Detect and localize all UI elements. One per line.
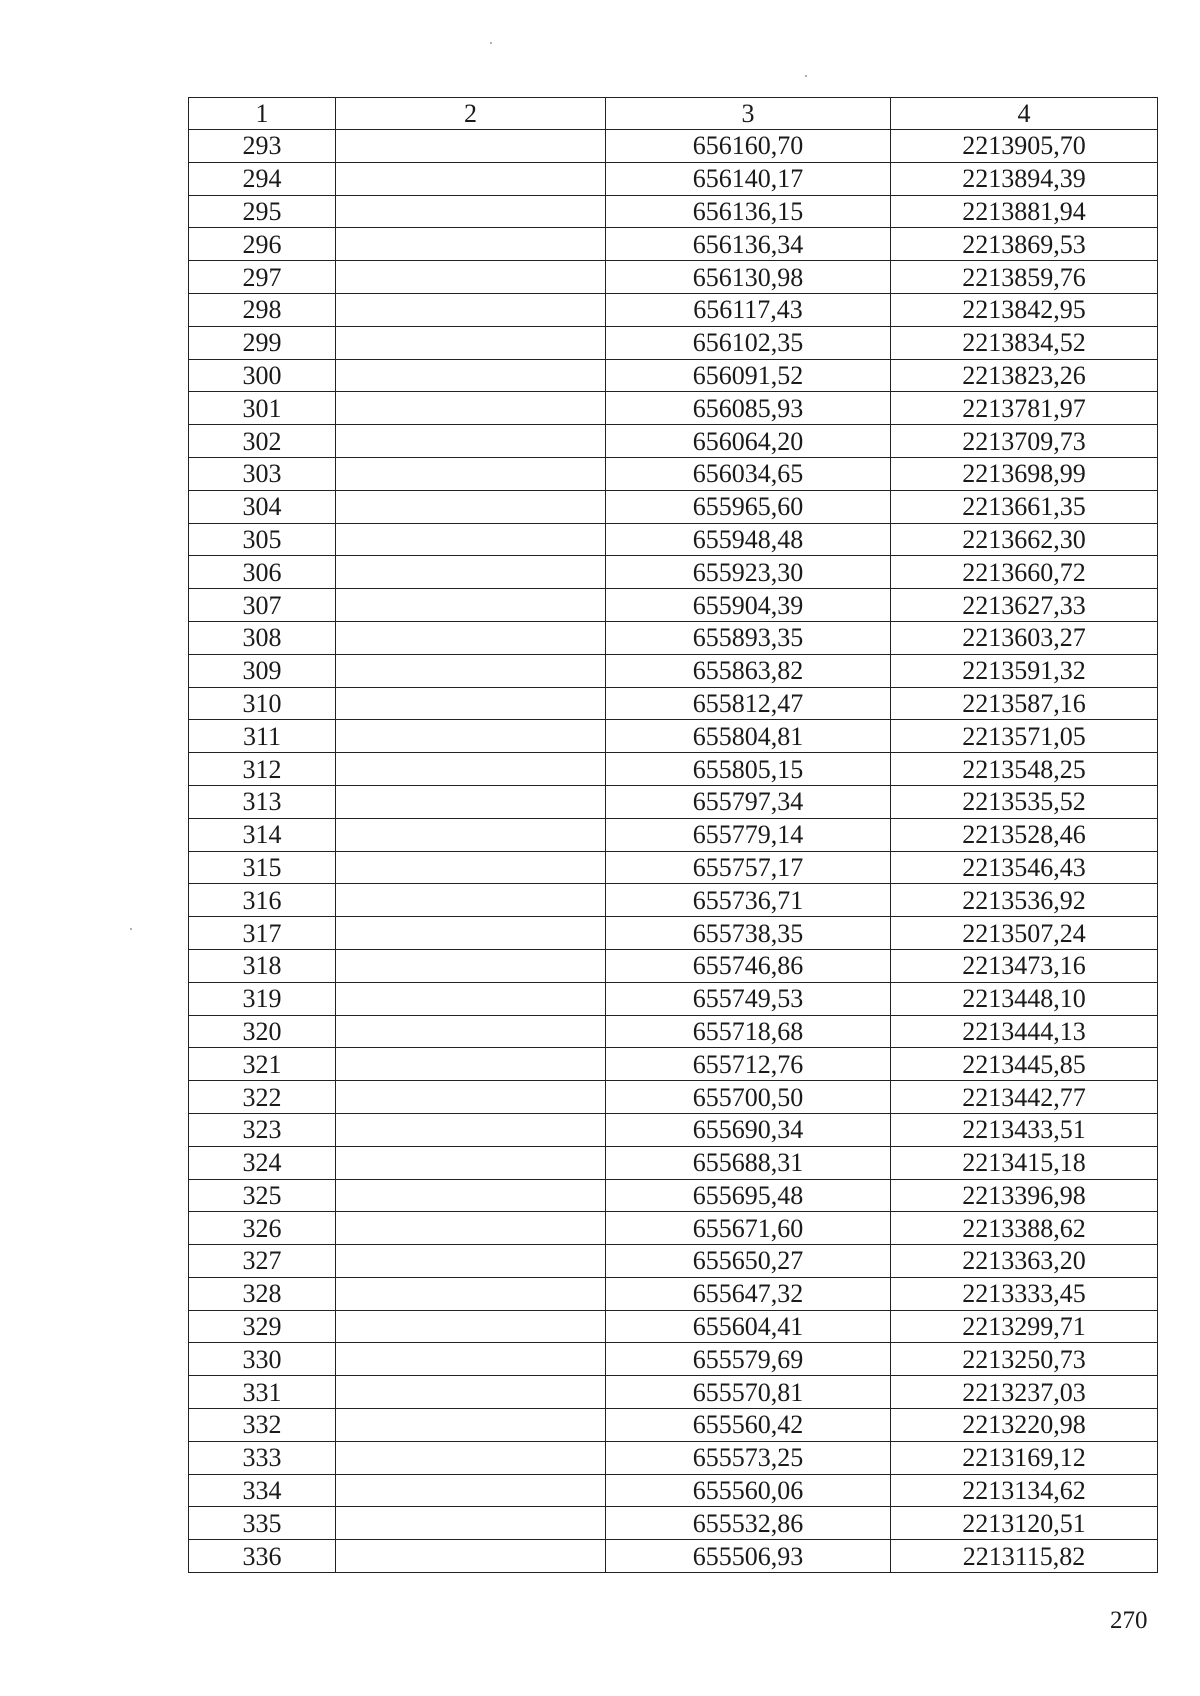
y-coordinate-cell: 2213444,13 bbox=[891, 1015, 1158, 1048]
y-coordinate-cell: 2213662,30 bbox=[891, 523, 1158, 556]
point-number-cell: 302 bbox=[189, 425, 336, 458]
table-row bbox=[189, 523, 1158, 556]
y-coordinate-cell: 2213894,39 bbox=[891, 162, 1158, 195]
y-coordinate-cell: 2213442,77 bbox=[891, 1081, 1158, 1114]
point-number-cell: 323 bbox=[189, 1113, 336, 1146]
name-cell bbox=[336, 162, 606, 195]
x-coordinate-cell: 655923,30 bbox=[606, 556, 891, 589]
point-number-cell: 329 bbox=[189, 1310, 336, 1343]
y-coordinate-cell: 2213536,92 bbox=[891, 884, 1158, 917]
x-coordinate-cell: 655738,35 bbox=[606, 917, 891, 950]
x-coordinate-cell: 655812,47 bbox=[606, 687, 891, 720]
point-number-cell: 301 bbox=[189, 392, 336, 425]
name-cell bbox=[336, 195, 606, 228]
table-row bbox=[189, 1507, 1158, 1540]
name-cell bbox=[336, 1376, 606, 1409]
name-cell bbox=[336, 654, 606, 687]
y-coordinate-cell: 2213905,70 bbox=[891, 130, 1158, 163]
table-body bbox=[189, 130, 1158, 1573]
point-number-cell: 321 bbox=[189, 1048, 336, 1081]
x-coordinate-cell: 656160,70 bbox=[606, 130, 891, 163]
x-coordinate-cell: 656064,20 bbox=[606, 425, 891, 458]
x-coordinate-cell: 655604,41 bbox=[606, 1310, 891, 1343]
y-coordinate-cell: 2213698,99 bbox=[891, 457, 1158, 490]
table-row bbox=[189, 720, 1158, 753]
name-cell bbox=[336, 293, 606, 326]
table-row bbox=[189, 1212, 1158, 1245]
y-coordinate-cell: 2213603,27 bbox=[891, 621, 1158, 654]
y-coordinate-cell: 2213627,33 bbox=[891, 589, 1158, 622]
point-number-cell: 326 bbox=[189, 1212, 336, 1245]
name-cell bbox=[336, 1277, 606, 1310]
point-number-cell: 314 bbox=[189, 818, 336, 851]
table-row bbox=[189, 753, 1158, 786]
x-coordinate-cell: 655647,32 bbox=[606, 1277, 891, 1310]
y-coordinate-cell: 2213363,20 bbox=[891, 1245, 1158, 1278]
table-row bbox=[189, 1113, 1158, 1146]
x-coordinate-cell: 655506,93 bbox=[606, 1540, 891, 1573]
name-cell bbox=[336, 556, 606, 589]
x-coordinate-cell: 655805,15 bbox=[606, 753, 891, 786]
y-coordinate-cell: 2213120,51 bbox=[891, 1507, 1158, 1540]
point-number-cell: 325 bbox=[189, 1179, 336, 1212]
table-row bbox=[189, 1310, 1158, 1343]
y-coordinate-cell: 2213661,35 bbox=[891, 490, 1158, 523]
point-number-cell: 293 bbox=[189, 130, 336, 163]
x-coordinate-cell: 655671,60 bbox=[606, 1212, 891, 1245]
y-coordinate-cell: 2213859,76 bbox=[891, 261, 1158, 294]
x-coordinate-cell: 656140,17 bbox=[606, 162, 891, 195]
name-cell bbox=[336, 1179, 606, 1212]
name-cell bbox=[336, 753, 606, 786]
name-cell bbox=[336, 392, 606, 425]
x-coordinate-cell: 656130,98 bbox=[606, 261, 891, 294]
name-cell bbox=[336, 1048, 606, 1081]
column-header-2: 2 bbox=[336, 98, 606, 130]
column-header-3: 3 bbox=[606, 98, 891, 130]
x-coordinate-cell: 655749,53 bbox=[606, 982, 891, 1015]
y-coordinate-cell: 2213115,82 bbox=[891, 1540, 1158, 1573]
y-coordinate-cell: 2213869,53 bbox=[891, 228, 1158, 261]
x-coordinate-cell: 656136,15 bbox=[606, 195, 891, 228]
table-row bbox=[189, 1048, 1158, 1081]
name-cell bbox=[336, 1310, 606, 1343]
point-number-cell: 318 bbox=[189, 949, 336, 982]
name-cell bbox=[336, 130, 606, 163]
table-row bbox=[189, 818, 1158, 851]
point-number-cell: 327 bbox=[189, 1245, 336, 1278]
table-row bbox=[189, 326, 1158, 359]
coordinates-table bbox=[188, 97, 1158, 1573]
point-number-cell: 333 bbox=[189, 1441, 336, 1474]
name-cell bbox=[336, 1212, 606, 1245]
table-row bbox=[189, 654, 1158, 687]
point-number-cell: 332 bbox=[189, 1409, 336, 1442]
y-coordinate-cell: 2213237,03 bbox=[891, 1376, 1158, 1409]
point-number-cell: 298 bbox=[189, 293, 336, 326]
y-coordinate-cell: 2213134,62 bbox=[891, 1474, 1158, 1507]
x-coordinate-cell: 655904,39 bbox=[606, 589, 891, 622]
y-coordinate-cell: 2213448,10 bbox=[891, 982, 1158, 1015]
x-coordinate-cell: 655863,82 bbox=[606, 654, 891, 687]
table-row bbox=[189, 261, 1158, 294]
point-number-cell: 306 bbox=[189, 556, 336, 589]
y-coordinate-cell: 2213507,24 bbox=[891, 917, 1158, 950]
table-row bbox=[189, 457, 1158, 490]
point-number-cell: 299 bbox=[189, 326, 336, 359]
name-cell bbox=[336, 1146, 606, 1179]
name-cell bbox=[336, 490, 606, 523]
x-coordinate-cell: 656091,52 bbox=[606, 359, 891, 392]
column-header-4: 4 bbox=[891, 98, 1158, 130]
point-number-cell: 317 bbox=[189, 917, 336, 950]
point-number-cell: 305 bbox=[189, 523, 336, 556]
point-number-cell: 294 bbox=[189, 162, 336, 195]
table-row bbox=[189, 687, 1158, 720]
point-number-cell: 335 bbox=[189, 1507, 336, 1540]
y-coordinate-cell: 2213396,98 bbox=[891, 1179, 1158, 1212]
x-coordinate-cell: 656102,35 bbox=[606, 326, 891, 359]
x-coordinate-cell: 655893,35 bbox=[606, 621, 891, 654]
x-coordinate-cell: 655757,17 bbox=[606, 851, 891, 884]
x-coordinate-cell: 655736,71 bbox=[606, 884, 891, 917]
x-coordinate-cell: 655579,69 bbox=[606, 1343, 891, 1376]
table-row bbox=[189, 425, 1158, 458]
table-row bbox=[189, 851, 1158, 884]
name-cell bbox=[336, 425, 606, 458]
name-cell bbox=[336, 1409, 606, 1442]
name-cell bbox=[336, 1245, 606, 1278]
point-number-cell: 331 bbox=[189, 1376, 336, 1409]
point-number-cell: 336 bbox=[189, 1540, 336, 1573]
x-coordinate-cell: 656034,65 bbox=[606, 457, 891, 490]
x-coordinate-cell: 655797,34 bbox=[606, 785, 891, 818]
name-cell bbox=[336, 785, 606, 818]
table-row bbox=[189, 1277, 1158, 1310]
x-coordinate-cell: 655700,50 bbox=[606, 1081, 891, 1114]
point-number-cell: 307 bbox=[189, 589, 336, 622]
name-cell bbox=[336, 720, 606, 753]
point-number-cell: 295 bbox=[189, 195, 336, 228]
x-coordinate-cell: 656117,43 bbox=[606, 293, 891, 326]
name-cell bbox=[336, 1507, 606, 1540]
y-coordinate-cell: 2213781,97 bbox=[891, 392, 1158, 425]
point-number-cell: 328 bbox=[189, 1277, 336, 1310]
y-coordinate-cell: 2213881,94 bbox=[891, 195, 1158, 228]
y-coordinate-cell: 2213433,51 bbox=[891, 1113, 1158, 1146]
name-cell bbox=[336, 523, 606, 556]
table-row bbox=[189, 490, 1158, 523]
y-coordinate-cell: 2213591,32 bbox=[891, 654, 1158, 687]
y-coordinate-cell: 2213473,16 bbox=[891, 949, 1158, 982]
point-number-cell: 300 bbox=[189, 359, 336, 392]
table-row bbox=[189, 589, 1158, 622]
table-row bbox=[189, 162, 1158, 195]
point-number-cell: 322 bbox=[189, 1081, 336, 1114]
scan-speck bbox=[490, 42, 492, 44]
x-coordinate-cell: 655560,42 bbox=[606, 1409, 891, 1442]
name-cell bbox=[336, 917, 606, 950]
name-cell bbox=[336, 228, 606, 261]
name-cell bbox=[336, 687, 606, 720]
table-row bbox=[189, 293, 1158, 326]
y-coordinate-cell: 2213548,25 bbox=[891, 753, 1158, 786]
x-coordinate-cell: 655532,86 bbox=[606, 1507, 891, 1540]
x-coordinate-cell: 655746,86 bbox=[606, 949, 891, 982]
x-coordinate-cell: 655650,27 bbox=[606, 1245, 891, 1278]
x-coordinate-cell: 655718,68 bbox=[606, 1015, 891, 1048]
table-row bbox=[189, 130, 1158, 163]
table-row bbox=[189, 1376, 1158, 1409]
y-coordinate-cell: 2213388,62 bbox=[891, 1212, 1158, 1245]
x-coordinate-cell: 655695,48 bbox=[606, 1179, 891, 1212]
name-cell bbox=[336, 949, 606, 982]
table-row bbox=[189, 1081, 1158, 1114]
name-cell bbox=[336, 1015, 606, 1048]
point-number-cell: 313 bbox=[189, 785, 336, 818]
y-coordinate-cell: 2213169,12 bbox=[891, 1441, 1158, 1474]
name-cell bbox=[336, 359, 606, 392]
name-cell bbox=[336, 457, 606, 490]
x-coordinate-cell: 655712,76 bbox=[606, 1048, 891, 1081]
table-row bbox=[189, 392, 1158, 425]
point-number-cell: 304 bbox=[189, 490, 336, 523]
name-cell bbox=[336, 326, 606, 359]
point-number-cell: 330 bbox=[189, 1343, 336, 1376]
point-number-cell: 303 bbox=[189, 457, 336, 490]
name-cell bbox=[336, 818, 606, 851]
x-coordinate-cell: 655779,14 bbox=[606, 818, 891, 851]
name-cell bbox=[336, 1113, 606, 1146]
name-cell bbox=[336, 1474, 606, 1507]
table-row bbox=[189, 785, 1158, 818]
table-row bbox=[189, 1179, 1158, 1212]
x-coordinate-cell: 655965,60 bbox=[606, 490, 891, 523]
y-coordinate-cell: 2213823,26 bbox=[891, 359, 1158, 392]
table-row bbox=[189, 195, 1158, 228]
y-coordinate-cell: 2213333,45 bbox=[891, 1277, 1158, 1310]
x-coordinate-cell: 656136,34 bbox=[606, 228, 891, 261]
name-cell bbox=[336, 851, 606, 884]
table-row bbox=[189, 884, 1158, 917]
table-row bbox=[189, 1015, 1158, 1048]
y-coordinate-cell: 2213660,72 bbox=[891, 556, 1158, 589]
name-cell bbox=[336, 1540, 606, 1573]
table-row bbox=[189, 359, 1158, 392]
name-cell bbox=[336, 1441, 606, 1474]
point-number-cell: 312 bbox=[189, 753, 336, 786]
y-coordinate-cell: 2213299,71 bbox=[891, 1310, 1158, 1343]
point-number-cell: 309 bbox=[189, 654, 336, 687]
y-coordinate-cell: 2213709,73 bbox=[891, 425, 1158, 458]
y-coordinate-cell: 2213250,73 bbox=[891, 1343, 1158, 1376]
point-number-cell: 311 bbox=[189, 720, 336, 753]
x-coordinate-cell: 655688,31 bbox=[606, 1146, 891, 1179]
point-number-cell: 308 bbox=[189, 621, 336, 654]
point-number-cell: 334 bbox=[189, 1474, 336, 1507]
x-coordinate-cell: 655570,81 bbox=[606, 1376, 891, 1409]
point-number-cell: 324 bbox=[189, 1146, 336, 1179]
table-row bbox=[189, 228, 1158, 261]
table-row bbox=[189, 1474, 1158, 1507]
y-coordinate-cell: 2213415,18 bbox=[891, 1146, 1158, 1179]
scan-speck bbox=[805, 75, 807, 77]
point-number-cell: 315 bbox=[189, 851, 336, 884]
name-cell bbox=[336, 982, 606, 1015]
table-row bbox=[189, 556, 1158, 589]
table-row bbox=[189, 917, 1158, 950]
column-header-1: 1 bbox=[189, 98, 336, 130]
table-row bbox=[189, 621, 1158, 654]
y-coordinate-cell: 2213842,95 bbox=[891, 293, 1158, 326]
y-coordinate-cell: 2213834,52 bbox=[891, 326, 1158, 359]
table-row bbox=[189, 1146, 1158, 1179]
y-coordinate-cell: 2213220,98 bbox=[891, 1409, 1158, 1442]
x-coordinate-cell: 656085,93 bbox=[606, 392, 891, 425]
page-number: 270 bbox=[1110, 1607, 1148, 1634]
name-cell bbox=[336, 621, 606, 654]
table-row bbox=[189, 1540, 1158, 1573]
scan-speck bbox=[130, 928, 132, 930]
point-number-cell: 297 bbox=[189, 261, 336, 294]
y-coordinate-cell: 2213571,05 bbox=[891, 720, 1158, 753]
y-coordinate-cell: 2213445,85 bbox=[891, 1048, 1158, 1081]
table-row bbox=[189, 1245, 1158, 1278]
table-row bbox=[189, 982, 1158, 1015]
y-coordinate-cell: 2213535,52 bbox=[891, 785, 1158, 818]
y-coordinate-cell: 2213528,46 bbox=[891, 818, 1158, 851]
table-row bbox=[189, 949, 1158, 982]
point-number-cell: 316 bbox=[189, 884, 336, 917]
table-row bbox=[189, 1409, 1158, 1442]
name-cell bbox=[336, 589, 606, 622]
x-coordinate-cell: 655690,34 bbox=[606, 1113, 891, 1146]
x-coordinate-cell: 655804,81 bbox=[606, 720, 891, 753]
point-number-cell: 296 bbox=[189, 228, 336, 261]
table-header-row bbox=[189, 98, 1158, 130]
point-number-cell: 310 bbox=[189, 687, 336, 720]
name-cell bbox=[336, 261, 606, 294]
x-coordinate-cell: 655560,06 bbox=[606, 1474, 891, 1507]
table-row bbox=[189, 1343, 1158, 1376]
table-row bbox=[189, 1441, 1158, 1474]
name-cell bbox=[336, 1343, 606, 1376]
name-cell bbox=[336, 1081, 606, 1114]
y-coordinate-cell: 2213546,43 bbox=[891, 851, 1158, 884]
point-number-cell: 319 bbox=[189, 982, 336, 1015]
point-number-cell: 320 bbox=[189, 1015, 336, 1048]
y-coordinate-cell: 2213587,16 bbox=[891, 687, 1158, 720]
x-coordinate-cell: 655948,48 bbox=[606, 523, 891, 556]
name-cell bbox=[336, 884, 606, 917]
x-coordinate-cell: 655573,25 bbox=[606, 1441, 891, 1474]
